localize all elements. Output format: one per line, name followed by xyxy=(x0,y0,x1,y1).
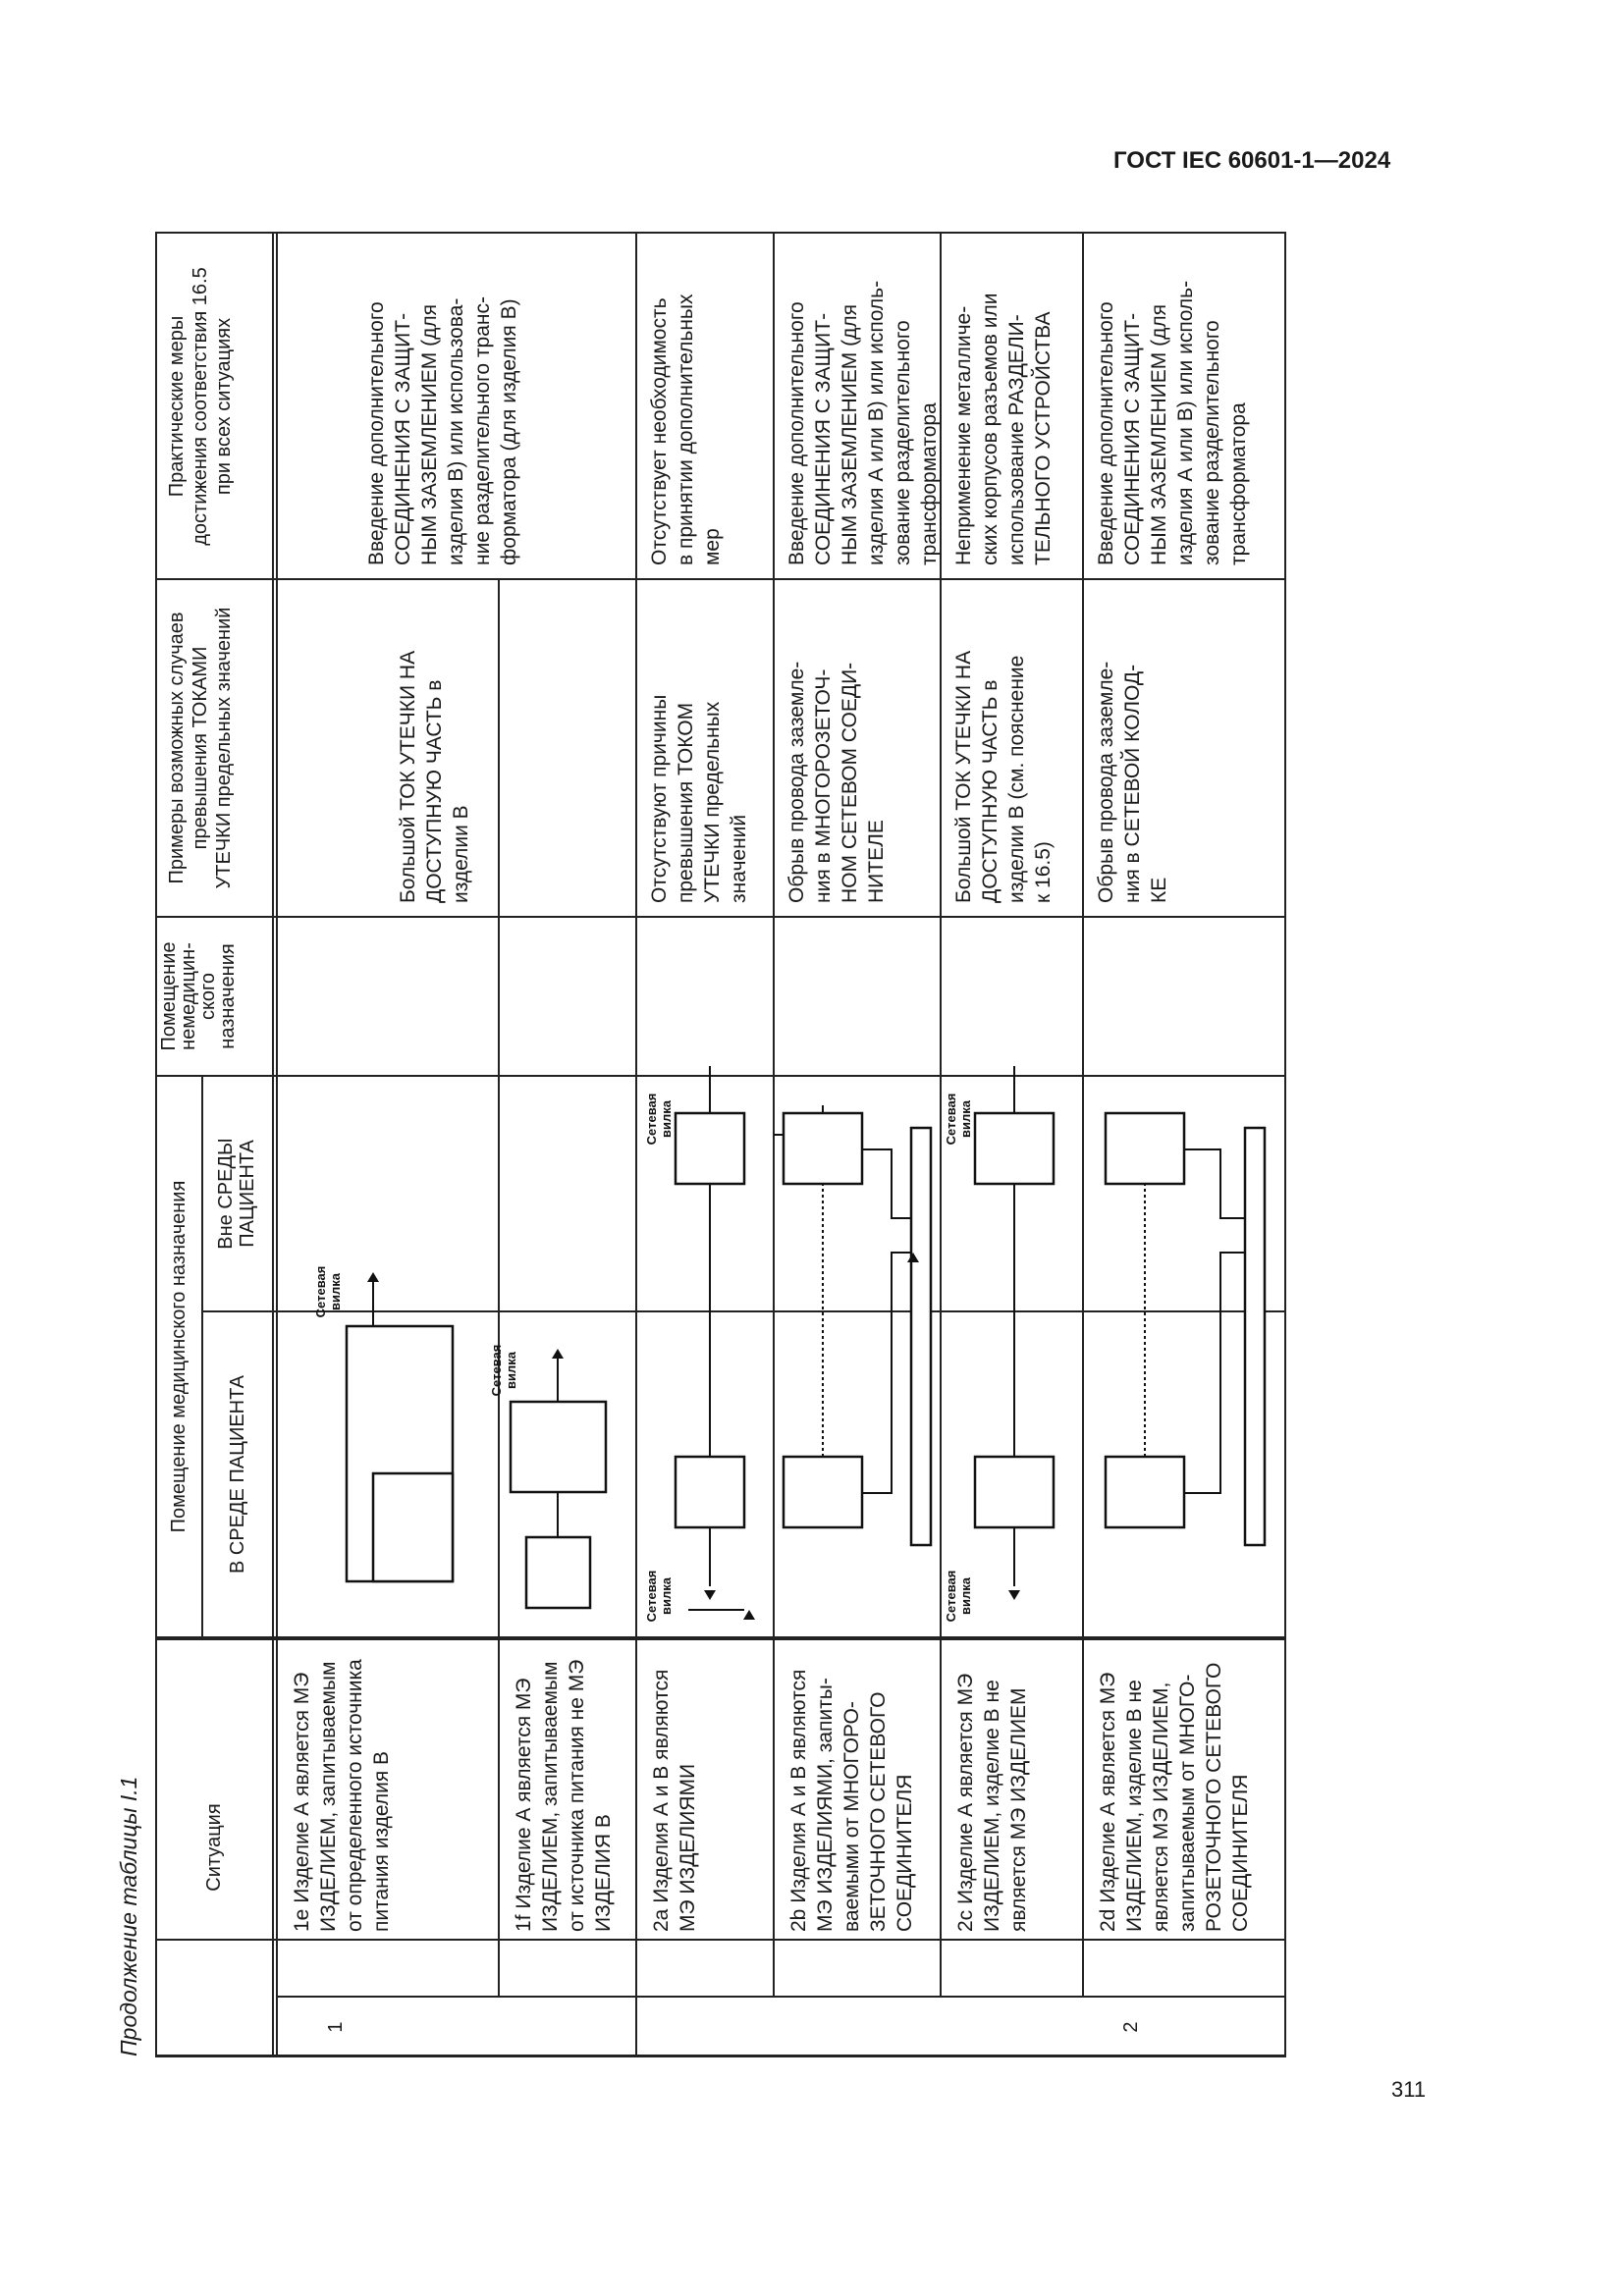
header-medical-room: Помещение медицинского назначения xyxy=(168,1180,189,1533)
plug-a-arrow xyxy=(704,1590,716,1600)
multiple-socket-outlet xyxy=(1245,1128,1265,1545)
device-b-box xyxy=(975,1113,1054,1184)
mains-plug-a-label: Сетеваявилка xyxy=(644,1570,674,1623)
mains-plug-b-label: Сетеваявилка xyxy=(944,1093,973,1146)
table-continuation-caption: Продолжение таблицы I.1 xyxy=(116,1776,141,2056)
device-a-box xyxy=(526,1537,590,1608)
header-outside-patient: Вне СРЕДЫПАЦИЕНТА xyxy=(215,1138,258,1250)
page-number: 311 xyxy=(1391,2077,1427,2102)
mains-plug-a-label: Сетеваявилка xyxy=(944,1570,973,1623)
header-situation: Ситуация xyxy=(203,1803,225,1892)
mains-plug-label: Сетеваявилка xyxy=(313,1265,343,1318)
device-a-box xyxy=(373,1473,453,1581)
leakage-table xyxy=(155,232,1286,2057)
device-a-box xyxy=(676,1457,744,1527)
situation-cell: 2b Изделия А и В являются МЭ ИЗДЕЛИЯМИ, запиты- ваемыми от МНОГОРО- ЗЕТОЧНОГО СЕТЕВОГО СОЕДИНИТЕЛЯ xyxy=(787,1669,916,1932)
table-frame xyxy=(155,232,1286,2057)
supply-wire-a xyxy=(1184,1253,1245,1493)
multiple-socket-outlet xyxy=(911,1128,931,1545)
supply-wire-a xyxy=(862,1253,911,1493)
leakage-example-cell: Большой ТОК УТЕЧКИ НА ДОСТУПНУЮ ЧАСТЬ в изделии В (см. пояснение к 16.5) xyxy=(952,650,1055,903)
leakage-example-cell: Обрыв провода заземле- ния в СЕТЕВОЙ КОЛОД- КЕ xyxy=(1095,661,1170,903)
group-2-label: 2 xyxy=(1120,2021,1142,2033)
compliance-measure-cell: Неприменение металличе- ских корпусов разъемов или использование РАЗДЕЛИ- ТЕЛЬНОГО УСТРОЙСТВА xyxy=(952,293,1055,565)
situation-cell: 1e Изделие А является МЭ ИЗДЕЛИЕМ, запитываемым от определенного источника питания изделия В xyxy=(291,1659,393,1932)
situation-cell: 1f Изделие А является МЭ ИЗДЕЛИЕМ, запитываемым от источника питания не МЭ ИЗДЕЛИЯ В xyxy=(513,1659,615,1932)
leakage-example-cell: Обрыв провода заземле- ния в МНОГОРОЗЕТОЧ- НОМ СЕТЕВОМ СОЕДИ- НИТЕЛЕ xyxy=(785,661,888,903)
device-b-box xyxy=(676,1113,744,1184)
supply-wire-b xyxy=(1184,1149,1245,1218)
plug-a-arrow xyxy=(743,1610,755,1620)
device-b-box xyxy=(1106,1113,1184,1184)
device-b-box xyxy=(511,1402,606,1492)
leakage-example-cell: Отсутствуют причины превышения ТОКОМ УТЕЧКИ предельных значений xyxy=(648,694,750,903)
leakage-example-cell: Большой ТОК УТЕЧКИ НА ДОСТУПНУЮ ЧАСТЬ в изделии В xyxy=(397,650,472,903)
device-a-box xyxy=(784,1457,862,1527)
supply-wire-b xyxy=(862,1149,911,1218)
mains-plug-label: Сетеваявилка xyxy=(489,1344,518,1397)
document-id: ГОСТ IEC 60601-1—2024 xyxy=(1113,147,1391,174)
header-nonmedical-room: Помещениенемедицин-скогоназначения xyxy=(158,941,239,1051)
compliance-measure-cell: Отсутствует необходимость в принятии дополнительных мер xyxy=(648,294,724,565)
compliance-measure-cell: Введение дополнительного СОЕДИНЕНИЯ С ЗАЩИТ- НЫМ ЗАЗЕМЛЕНИЕМ (для изделия В) или использова- ние разделительного транс- форматора (для изделия В) xyxy=(365,296,520,565)
compliance-measure-cell: Введение дополнительного СОЕДИНЕНИЯ С ЗАЩИТ- НЫМ ЗАЗЕМЛЕНИЕМ (для изделия А или В) или исполь- зование разделительного трансформатора xyxy=(785,280,941,565)
rotated-table xyxy=(155,232,1286,2057)
situation-cell: 2a Изделия А и В являются МЭ ИЗДЕЛИЯМИ xyxy=(650,1669,699,1932)
header-patient-environment: В СРЕДЕ ПАЦИЕНТА xyxy=(227,1374,248,1575)
group-1-label: 1 xyxy=(325,2021,347,2033)
plug-a-arrow xyxy=(1008,1590,1020,1600)
compliance-measure-cell: Введение дополнительного СОЕДИНЕНИЯ С ЗАЩИТ- НЫМ ЗАЗЕМЛЕНИЕМ (для изделия А или В) или исполь- зование разделительного трансформатора xyxy=(1095,280,1250,565)
situation-cell: 2c Изделие А является МЭ ИЗДЕЛИЕМ, изделие В не является МЭ ИЗДЕЛИЕМ xyxy=(954,1673,1030,1932)
device-a-box xyxy=(1106,1457,1184,1527)
header-leakage-examples: Примеры возможных случаев превышения ТОКАМИ УТЕЧКИ предельных значений xyxy=(166,607,235,889)
device-b-box xyxy=(784,1113,862,1184)
device-a-box xyxy=(975,1457,1054,1527)
plug-arrow xyxy=(552,1349,564,1359)
header-compliance-measures: Практические меры достижения соответствия 16.5 при всех ситуациях xyxy=(166,267,235,546)
situation-cell: 2d Изделие А является МЭ ИЗДЕЛИЕМ, изделие В не является МЭ ИЗДЕЛИЕМ, запитываемым от МНОГО- РОЗЕТОЧНОГО СЕТЕВОГО СОЕДИНИТЕЛЯ xyxy=(1097,1662,1252,1932)
plug-arrow xyxy=(367,1272,379,1282)
mains-plug-b-label: Сетеваявилка xyxy=(644,1093,674,1146)
